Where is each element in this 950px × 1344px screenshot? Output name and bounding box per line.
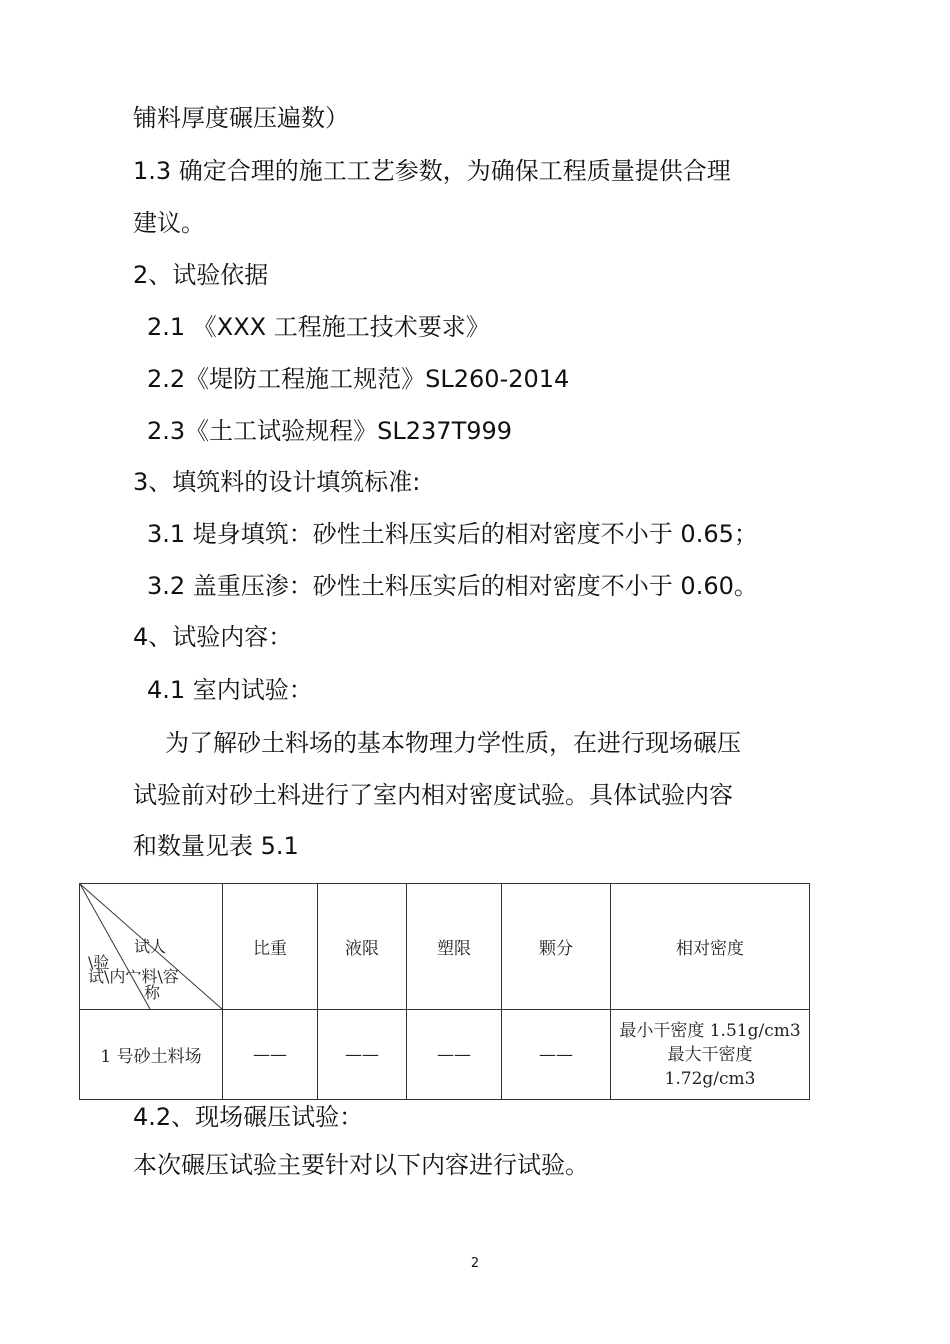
standard-3-1: 3.1 堤身填筑：砂性土料压实后的相对密度不小于 0.65； [147,520,758,548]
paragraph-line-17: 本次碾压试验主要针对以下内容进行试验。 [133,1151,589,1179]
density-max-value: 1.72g/cm3 [664,1068,756,1089]
section-heading-4: 4、试验内容： [133,623,293,651]
header-relative-density: 相对密度 [611,884,810,1010]
paragraph-line-13: 为了解砂土料场的基本物理力学性质，在进行现场碾压 [165,729,741,757]
section-heading-2: 2、试验依据 [133,261,269,289]
corner-header-text: 试人 \验 试\内宀料\容 称 [88,937,179,1002]
density-max-label: 最大干密度 [667,1044,753,1065]
paragraph-line-15: 和数量见表 5.1 [133,832,299,860]
header-plastic-limit: 塑限 [407,884,502,1010]
row-name: 1 号砂土料场 [80,1010,223,1100]
subsection-heading-4-1: 4.1 室内试验： [147,676,313,704]
paragraph-line-2: 1.3 确定合理的施工工艺参数，为确保工程质量提供合理 [133,157,731,185]
page-number: 2 [470,1256,480,1271]
row-value-liquid-limit: —— [318,1010,407,1100]
paragraph-line-3: 建议。 [133,209,205,237]
row-value-relative-density [611,1010,810,1100]
reference-2-2: 2.2《堤防工程施工规范》SL260-2014 [147,365,570,393]
test-content-table [79,883,810,1100]
header-liquid-limit: 液限 [318,884,407,1010]
reference-2-1: 2.1 《XXX 工程施工技术要求》 [147,313,490,341]
subsection-heading-4-2: 4.2、现场碾压试验： [133,1103,364,1131]
density-min: 最小干密度 1.51g/cm3 [619,1020,801,1041]
table-row [80,1010,810,1100]
standard-3-2: 3.2 盖重压渗：砂性土料压实后的相对密度不小于 0.60。 [147,572,758,600]
reference-2-3: 2.3《土工试验规程》SL237T999 [147,417,513,445]
row-value-specific-gravity: —— [223,1010,318,1100]
header-specific-gravity: 比重 [223,884,318,1010]
table-corner-header [80,884,223,1010]
paragraph-line-1: 铺料厚度碾压遍数） [133,104,349,132]
row-value-grain-size: —— [502,1010,611,1100]
table-header-row [80,884,810,1010]
paragraph-line-14: 试验前对砂土料进行了室内相对密度试验。具体试验内容 [133,781,733,809]
row-value-plastic-limit: —— [407,1010,502,1100]
header-grain-size: 颗分 [502,884,611,1010]
section-heading-3: 3、填筑料的设计填筑标准: [133,468,421,496]
